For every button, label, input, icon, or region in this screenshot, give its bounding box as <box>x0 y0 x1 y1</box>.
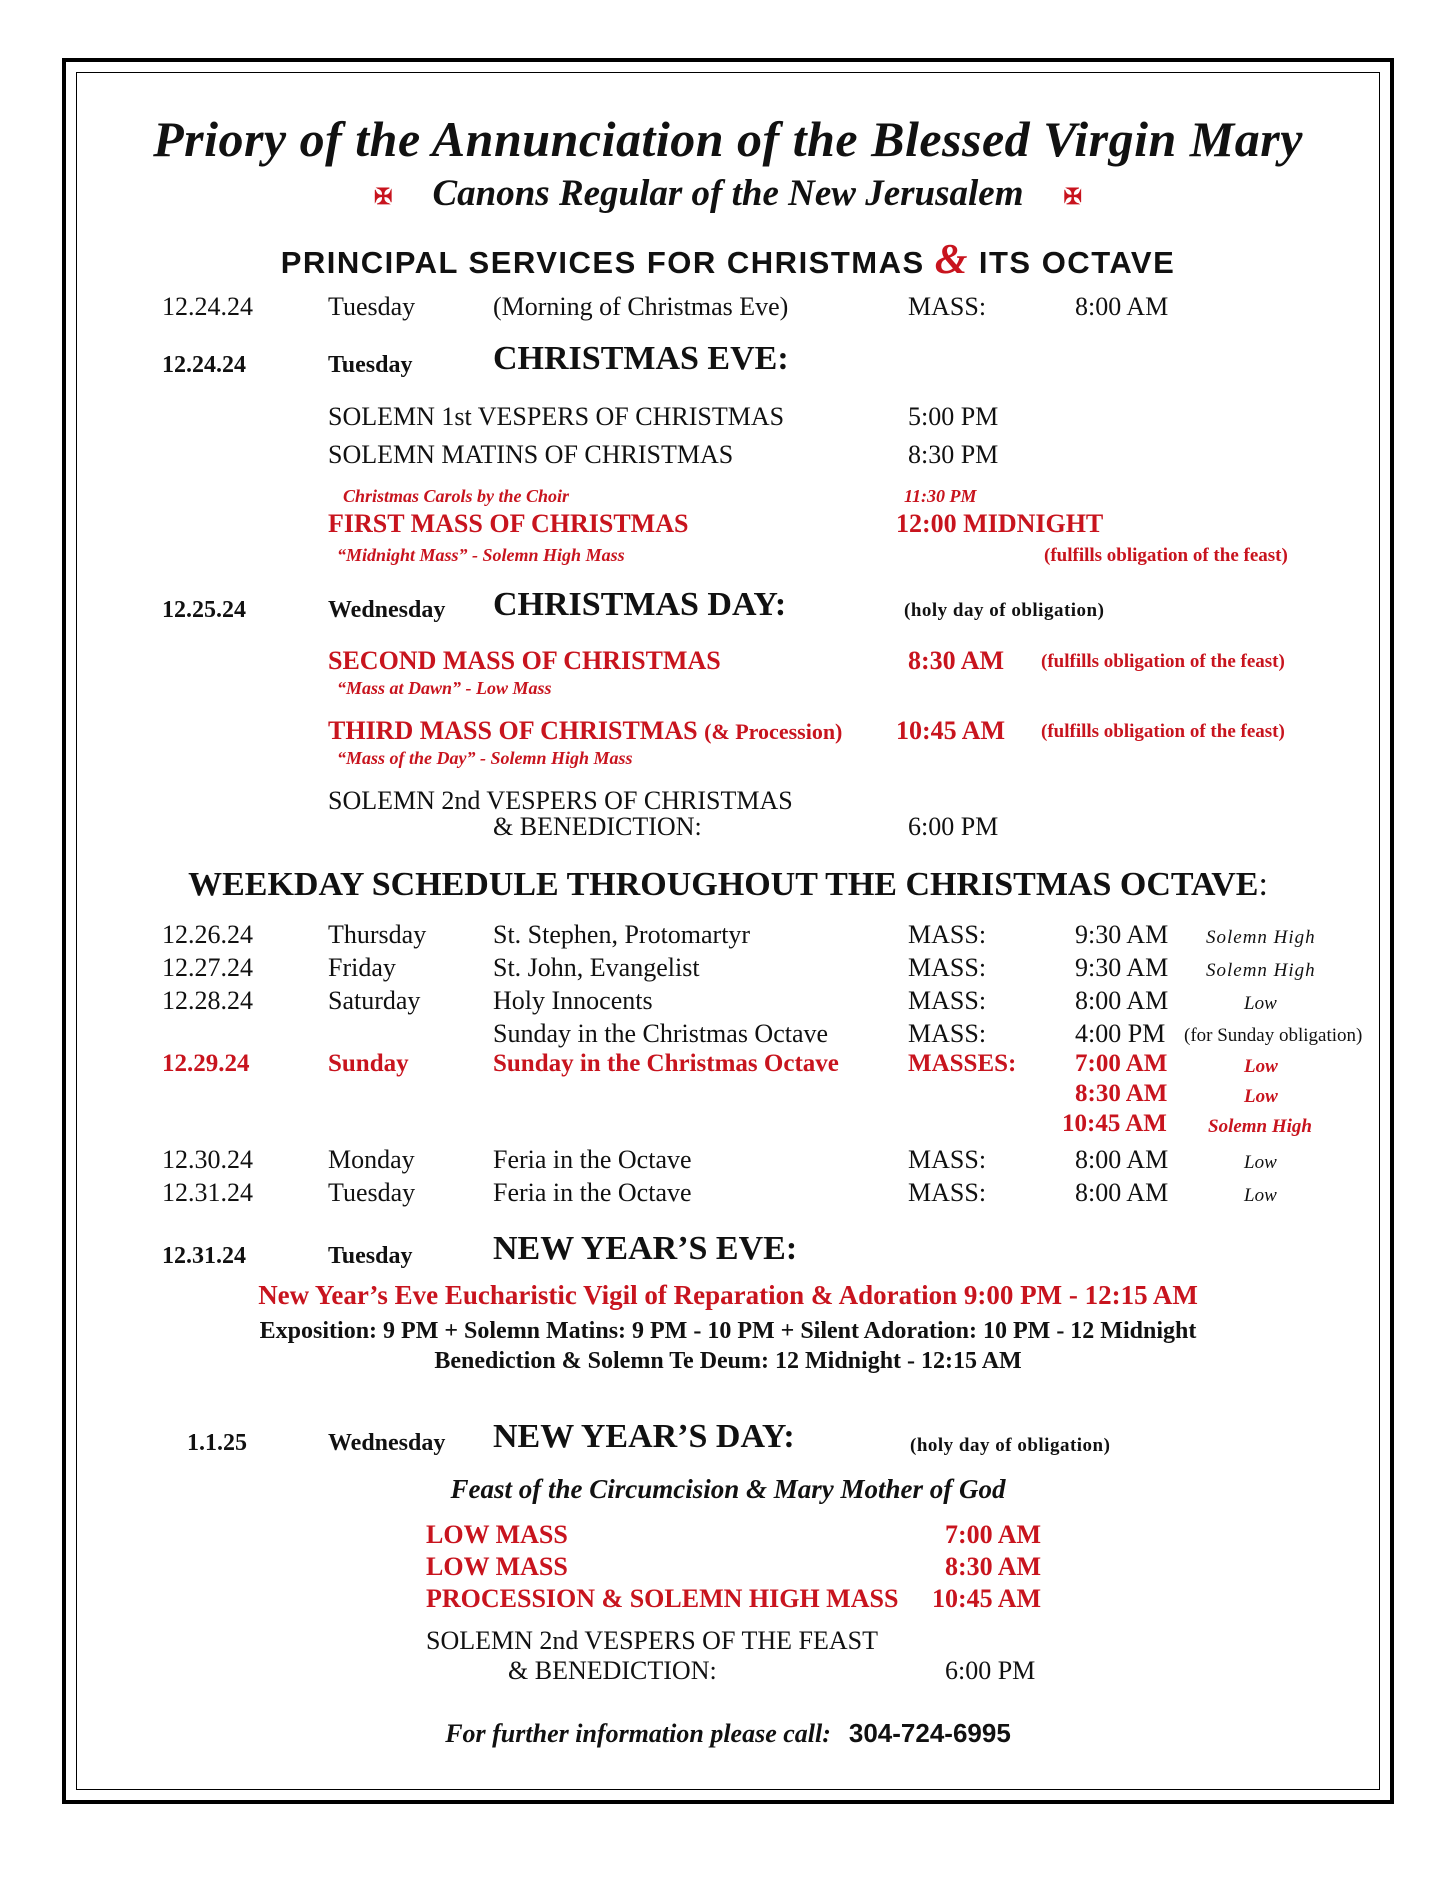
nyd-mass: LOW MASS <box>426 1552 568 1581</box>
sunday-time: 7:00 AM <box>1075 1050 1168 1077</box>
row-time: 8:00 AM <box>1075 1145 1169 1174</box>
nyd-holy-day: (holy day of obligation) <box>910 1435 1111 1456</box>
day-holy-day: (holy day of obligation) <box>904 600 1105 621</box>
day-vespers-line2: & BENEDICTION: <box>493 812 702 841</box>
footer <box>0 1718 1456 1749</box>
third-mass-note: “Mass of the Day” - Solemn High Mass <box>337 748 633 768</box>
footer-label: For further information please call: <box>445 1719 831 1748</box>
eve-day: Tuesday <box>328 352 413 378</box>
row-day: Thursday <box>328 920 427 949</box>
eve-morning-time: 8:00 AM <box>1075 292 1169 321</box>
eve-matins: SOLEMN MATINS OF CHRISTMAS <box>328 440 734 469</box>
nyd-vespers-line1: SOLEMN 2nd VESPERS OF THE FEAST <box>426 1626 878 1655</box>
row-desc: Feria in the Octave <box>493 1145 692 1174</box>
nye-date: 12.31.24 <box>162 1243 246 1269</box>
sunday-day: Sunday <box>328 1050 409 1077</box>
second-mass: SECOND MASS OF CHRISTMAS <box>328 646 721 675</box>
row-time: 8:00 AM <box>1075 986 1169 1015</box>
third-mass-suffix: (& Procession) <box>704 719 843 744</box>
first-mass-note: “Midnight Mass” - Solemn High Mass <box>337 545 625 565</box>
day-date: 12.25.24 <box>162 597 246 623</box>
sunday-kind: Low <box>1244 1056 1278 1077</box>
weekday-heading <box>0 866 1456 904</box>
row-day: Tuesday <box>328 1178 416 1207</box>
row-time: 8:00 AM <box>1075 1178 1169 1207</box>
ampersand: & <box>934 237 969 283</box>
row-label: MASS: <box>908 1145 987 1174</box>
eve-date: 12.24.24 <box>162 352 246 378</box>
row-desc: Feria in the Octave <box>493 1178 692 1207</box>
nye-day: Tuesday <box>328 1243 413 1269</box>
row-day: Monday <box>328 1145 415 1174</box>
row-date: 12.27.24 <box>162 953 253 982</box>
first-mass-obligation: (fulfills obligation of the feast) <box>1044 545 1288 566</box>
carols: Christmas Carols by the Choir <box>343 486 570 506</box>
third-mass <box>328 716 842 746</box>
nyd-vespers-line2: & BENEDICTION: <box>508 1656 717 1685</box>
nye-vigil: New Year’s Eve Eucharistic Vigil of Reparation & Adoration 9:00 PM - 12:15 AM <box>258 1280 1198 1310</box>
nyd-mass: LOW MASS <box>426 1520 568 1549</box>
row-time: 4:00 PM <box>1075 1019 1166 1048</box>
second-mass-note: “Mass at Dawn” - Low Mass <box>337 678 552 698</box>
row-desc: Holy Innocents <box>493 986 653 1015</box>
row-label: MASS: <box>908 953 987 982</box>
day-day: Wednesday <box>328 597 446 623</box>
row-desc: Sunday in the Christmas Octave <box>493 1019 829 1048</box>
row-kind: Low <box>1244 993 1277 1014</box>
eve-morning-day: Tuesday <box>328 292 416 321</box>
row-time: 9:30 AM <box>1075 953 1169 982</box>
row-label: MASS: <box>908 986 987 1015</box>
nyd-day: Wednesday <box>328 1430 446 1456</box>
third-mass-time: 10:45 AM <box>896 716 1006 745</box>
third-mass-obligation: (fulfills obligation of the feast) <box>1041 721 1285 742</box>
row-label: MASS: <box>908 1019 987 1048</box>
first-mass: FIRST MASS OF CHRISTMAS <box>328 509 689 538</box>
eve-morning-desc: (Morning of Christmas Eve) <box>493 292 789 321</box>
nyd-mass: PROCESSION & SOLEMN HIGH MASS <box>426 1584 899 1613</box>
sunday-kind: Low <box>1244 1086 1278 1107</box>
row-date: 12.26.24 <box>162 920 253 949</box>
eve-morning-date: 12.24.24 <box>162 292 253 321</box>
nyd-mass-time: 8:30 AM <box>945 1552 1042 1581</box>
row-kind: Solemn High <box>1206 960 1316 981</box>
sunday-date: 12.29.24 <box>162 1050 250 1077</box>
eve-heading: CHRISTMAS EVE: <box>493 340 789 377</box>
nyd-date: 1.1.25 <box>187 1430 247 1456</box>
principal-left: PRINCIPAL SERVICES FOR CHRISTMAS <box>280 245 925 280</box>
nyd-vespers-time: 6:00 PM <box>945 1656 1036 1685</box>
nyd-mass-time: 7:00 AM <box>945 1520 1042 1549</box>
second-mass-obligation: (fulfills obligation of the feast) <box>1041 651 1285 672</box>
day-heading: CHRISTMAS DAY: <box>493 586 787 623</box>
eve-vespers-time: 5:00 PM <box>908 402 999 431</box>
row-kind: Solemn High <box>1206 927 1316 948</box>
eve-morning-label: MASS: <box>908 292 987 321</box>
weekday-heading-colon: : <box>1258 866 1268 903</box>
first-mass-time: 12:00 MIDNIGHT <box>896 509 1104 538</box>
nye-line1: Exposition: 9 PM + Solemn Matins: 9 PM - 10 PM + Silent Adoration: 10 PM - 12 Midnight <box>259 1318 1197 1344</box>
day-vespers-line1: SOLEMN 2nd VESPERS OF CHRISTMAS <box>328 786 793 815</box>
cross-icon: ✠ <box>374 183 393 209</box>
row-date: 12.30.24 <box>162 1145 253 1174</box>
subtitle <box>0 172 1456 215</box>
page-title: Priory of the Annunciation of the Blessed Virgin Mary <box>153 111 1303 167</box>
row-date: 12.28.24 <box>162 986 253 1015</box>
sunday-time: 8:30 AM <box>1075 1080 1168 1107</box>
nye-line2: Benediction & Solemn Te Deum: 12 Midnight - 12:15 AM <box>434 1348 1022 1374</box>
nyd-mass-time: 10:45 AM <box>932 1584 1042 1613</box>
carols-time: 11:30 PM <box>904 486 977 506</box>
row-kind: Low <box>1244 1152 1277 1173</box>
eve-vespers: SOLEMN 1st VESPERS OF CHRISTMAS <box>328 402 785 431</box>
eve-matins-time: 8:30 PM <box>908 440 999 469</box>
sunday-kind: Solemn High <box>1208 1116 1312 1137</box>
row-label: MASS: <box>908 920 987 949</box>
row-kind: Low <box>1244 1185 1277 1206</box>
third-mass-name: THIRD MASS OF CHRISTMAS <box>328 716 698 745</box>
row-desc: St. Stephen, Protomartyr <box>493 920 751 949</box>
sunday-desc: Sunday in the Christmas Octave <box>493 1050 839 1077</box>
phone-number: 304-724-6995 <box>848 1718 1011 1748</box>
row-date: 12.31.24 <box>162 1178 253 1207</box>
sunday-time: 10:45 AM <box>1062 1110 1167 1137</box>
cross-icon: ✠ <box>1063 183 1082 209</box>
principal-heading <box>0 236 1456 284</box>
day-vespers-time: 6:00 PM <box>908 812 999 841</box>
nye-heading: NEW YEAR’S EVE: <box>493 1230 798 1267</box>
principal-right: ITS OCTAVE <box>978 245 1176 280</box>
row-label: MASS: <box>908 1178 987 1207</box>
second-mass-time: 8:30 AM <box>908 646 1005 675</box>
nyd-heading: NEW YEAR’S DAY: <box>493 1418 795 1455</box>
sunday-label: MASSES: <box>908 1050 1017 1077</box>
row-desc: St. John, Evangelist <box>493 953 700 982</box>
subtitle-text: Canons Regular of the New Jerusalem <box>432 173 1024 214</box>
row-day: Saturday <box>328 986 421 1015</box>
weekday-heading-text: WEEKDAY SCHEDULE THROUGHOUT THE CHRISTMAS OCTAVE <box>188 866 1259 903</box>
row-kind: (for Sunday obligation) <box>1184 1025 1363 1046</box>
row-time: 9:30 AM <box>1075 920 1169 949</box>
row-day: Friday <box>328 953 396 982</box>
feast-title: Feast of the Circumcision & Mary Mother of God <box>450 1474 1006 1504</box>
